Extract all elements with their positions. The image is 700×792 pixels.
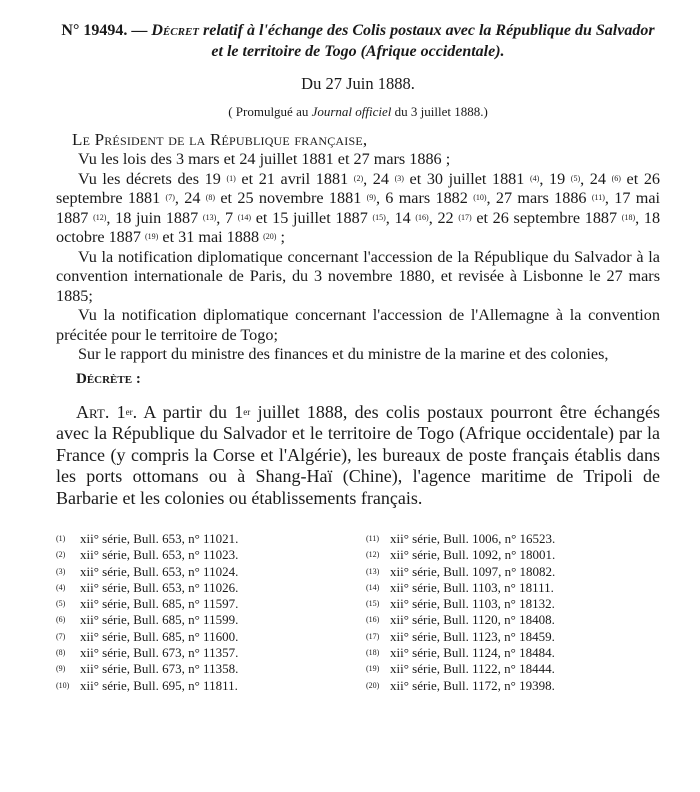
vu-text: Vu la notification diplomatique concernant l'accession de l'Allemagne à la convention précitée pour le territoire de Togo;	[56, 306, 660, 344]
vu-paragraph	[56, 150, 660, 170]
article-lead: . A partir du 1	[132, 401, 244, 422]
vu-text: , 6 mars 1882	[375, 189, 474, 207]
footnote-ref: (16)	[415, 212, 429, 222]
footnote-item	[56, 596, 350, 612]
vu-text: , 17 mai 1887	[56, 189, 661, 227]
vu-text: Vu les lois des 3 mars et 24 juillet 1881 et 27 mars 1886 ;	[78, 150, 451, 168]
vu-text: et 26 septembre 1887	[471, 208, 622, 227]
footnote-ref: (2)	[353, 173, 364, 183]
footnote-mark: (2)	[56, 550, 66, 560]
decree-title-text: relatif à l'échange des Colis postaux avec la République du Salvador et le territoire de Togo (Afrique occidentale).	[203, 22, 655, 60]
vu-paragraph	[56, 170, 660, 248]
footnote-mark: (4)	[56, 582, 66, 592]
footnotes-left-column	[56, 531, 350, 694]
vu-text: , 27 mars 1886	[486, 189, 592, 207]
vu-text: , 14	[385, 208, 416, 227]
decree-number: N° 19494. —	[61, 22, 148, 39]
vu-paragraph	[56, 306, 660, 345]
vu-text: Vu les décrets des 19	[78, 169, 227, 188]
footnote-ref: (18)	[621, 212, 636, 222]
article-text: juillet 1888, des colis postaux pourront être échangés avec la République du Salvador et le territoire de Togo (Afrique occidentale) par la France (y compris la Corse et l'Algérie), les bureaux de poste français établis dans les ports ottomans ou à Shang-Haï (Chine), l'agence maritime de Tripoli de Barbarie et les colonies ou établissements français.	[56, 401, 660, 508]
footnote-item	[56, 629, 350, 645]
footnote-mark: (5)	[56, 599, 66, 609]
footnote-text: xii° série, Bull. 1103, n° 18111.	[390, 579, 554, 595]
footnote-text: xii° série, Bull. 653, n° 11023.	[80, 547, 239, 563]
footnote-item	[366, 580, 660, 596]
footnote-mark: (15)	[366, 599, 380, 609]
footnote-text: xii° série, Bull. 653, n° 11024.	[80, 563, 239, 579]
decrete-heading: Décrète :	[76, 370, 141, 387]
footnote-ref: (17)	[458, 212, 472, 222]
vu-text: Sur le rapport du ministre des finances et du ministre de la marine et des colonies,	[78, 345, 609, 363]
footnote-ref: (15)	[372, 212, 386, 222]
promulgation-note	[56, 104, 660, 120]
article-1	[56, 402, 660, 510]
footnote-ref: (10)	[473, 193, 487, 202]
footnotes	[56, 531, 660, 694]
footnote-mark: (3)	[56, 566, 66, 576]
vu-text: et 15 juillet 1887	[251, 208, 373, 227]
decree-title	[56, 20, 660, 62]
footnote-text: xii° série, Bull. 653, n° 11021.	[80, 531, 239, 546]
vu-text: et 30 juillet 1881	[403, 169, 530, 188]
vu-text: et 31 mai 1888	[158, 228, 264, 246]
footnote-text: xii° série, Bull. 1124, n° 18484.	[390, 645, 555, 661]
footnote-item	[366, 612, 660, 628]
footnote-ref: (11)	[591, 193, 605, 202]
vu-text: et 25 novembre 1881	[215, 189, 367, 207]
footnote-text: xii° série, Bull. 1122, n° 18444.	[390, 661, 555, 677]
footnote-item	[366, 564, 660, 580]
footnote-mark: (9)	[56, 664, 66, 674]
footnote-item	[366, 596, 660, 612]
footnote-item	[56, 612, 350, 628]
footnote-mark: (1)	[56, 534, 66, 543]
footnote-ref: (3)	[394, 173, 404, 183]
promulgation-after: du 3 juillet 1888.)	[394, 104, 488, 119]
footnote-mark: (16)	[366, 615, 380, 625]
footnote-text: xii° série, Bull. 685, n° 11600.	[80, 628, 239, 644]
decree-title-lead: Décret	[151, 22, 199, 39]
footnote-item	[56, 645, 350, 661]
vu-text: , 19	[539, 169, 571, 188]
footnote-text: xii° série, Bull. 1103, n° 18132.	[390, 596, 555, 612]
footnote-item	[366, 531, 660, 547]
vu-text: , 7	[216, 208, 238, 227]
footnote-ref: (20)	[263, 232, 277, 241]
footnote-ref: (5)	[570, 173, 581, 183]
footnote-mark: (12)	[366, 550, 380, 560]
footnote-ref: (9)	[366, 193, 376, 202]
footnote-text: xii° série, Bull. 685, n° 11599.	[80, 612, 239, 628]
footnote-mark: (18)	[366, 648, 380, 658]
footnote-item	[56, 661, 350, 677]
vu-text: Vu la notification diplomatique concernant l'accession de la République du Salvador à la convention internationale de Paris, du 3 novembre 1880, et revisée à Lisbonne le 27 mars 1885;	[56, 247, 660, 305]
footnote-item	[56, 678, 350, 694]
footnote-item	[366, 629, 660, 645]
vu-text: et 21 avril 1881	[235, 169, 354, 188]
footnote-ref: (13)	[202, 212, 217, 222]
footnote-ref: (1)	[226, 173, 236, 183]
vu-text: , 24	[363, 169, 395, 188]
footnote-ref: (8)	[205, 193, 216, 202]
footnote-mark: (10)	[56, 680, 70, 690]
president-heading: Le Président de la République française,	[72, 130, 368, 149]
footnote-item	[366, 645, 660, 661]
vu-text: , 22	[428, 208, 459, 227]
article-label: Art. 1	[76, 401, 126, 422]
footnote-text: xii° série, Bull. 1120, n° 18408.	[390, 612, 555, 628]
footnote-item	[56, 531, 350, 547]
footnote-ref: (6)	[611, 173, 621, 183]
promulgation-before: ( Promulgué au	[228, 104, 309, 119]
footnote-mark: (6)	[56, 615, 66, 625]
footnote-mark: (7)	[56, 631, 66, 641]
vu-paragraphs	[56, 150, 660, 365]
footnote-text: xii° série, Bull. 673, n° 11357.	[80, 645, 239, 661]
footnote-item	[56, 547, 350, 563]
vu-paragraph	[56, 345, 660, 365]
decree-date: Du 27 Juin 1888.	[301, 74, 415, 93]
footnote-text: xii° série, Bull. 695, n° 11811.	[80, 677, 238, 693]
footnote-text: xii° série, Bull. 685, n° 11597.	[80, 596, 239, 612]
footnote-mark: (8)	[56, 648, 66, 658]
footnote-text: xii° série, Bull. 1092, n° 18001.	[390, 547, 556, 563]
vu-text: et 26 septembre 1881	[56, 169, 661, 207]
vu-text: , 24	[580, 169, 612, 188]
vu-text: , 24	[174, 189, 206, 207]
footnote-item	[366, 547, 660, 563]
article-label-sup: er	[125, 406, 133, 417]
footnote-mark: (13)	[366, 566, 380, 576]
footnotes-right-column	[366, 531, 660, 694]
footnote-text: xii° série, Bull. 653, n° 11026.	[80, 579, 239, 595]
footnote-ref: (19)	[145, 232, 159, 241]
footnote-item	[366, 678, 660, 694]
footnote-text: xii° série, Bull. 673, n° 11358.	[80, 661, 239, 677]
footnote-text: xii° série, Bull. 1097, n° 18082.	[390, 563, 556, 579]
footnote-mark: (17)	[366, 631, 380, 641]
promulgation-journal: Journal officiel	[311, 104, 392, 119]
footnote-text: xii° série, Bull. 1172, n° 19398.	[390, 677, 555, 693]
footnote-item	[366, 661, 660, 677]
footnote-ref: (14)	[237, 212, 252, 222]
footnote-ref: (12)	[93, 212, 107, 222]
vu-text: ;	[276, 228, 285, 246]
footnote-item	[56, 580, 350, 596]
footnote-mark: (20)	[366, 680, 380, 690]
article-lead-sup: er	[243, 406, 251, 417]
footnote-ref: (4)	[529, 173, 540, 183]
footnote-mark: (19)	[366, 664, 380, 674]
footnote-mark: (11)	[366, 534, 380, 543]
footnote-text: xii° série, Bull. 1123, n° 18459.	[390, 628, 555, 644]
vu-text: , 18 octobre 1887	[56, 208, 661, 246]
footnote-item	[56, 564, 350, 580]
footnote-text: xii° série, Bull. 1006, n° 16523.	[390, 531, 556, 546]
footnote-ref: (7)	[165, 193, 175, 202]
footnote-mark: (14)	[366, 582, 380, 592]
vu-text: , 18 juin 1887	[106, 208, 203, 227]
vu-paragraph	[56, 248, 660, 307]
